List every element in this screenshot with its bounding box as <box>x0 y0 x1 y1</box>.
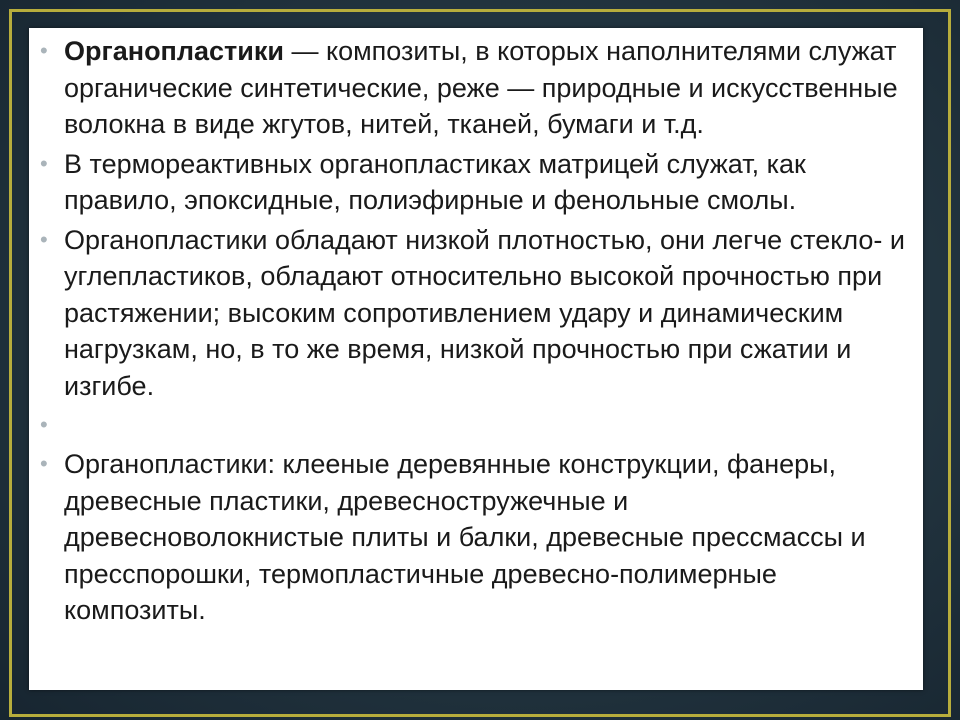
content-panel <box>29 28 923 690</box>
bullet-text: Органопластики обладают низкой плотностью, они легче стекло- и углепластиков, обладают относительно высокой прочностью при растяжении; высоким сопротивлением удару и динамическим нагрузкам, но, в то же время, низкой прочностью при сжатии и изгибе. <box>64 224 906 401</box>
bullet-item <box>29 28 923 143</box>
bullet-dot-icon: • <box>40 38 48 63</box>
bullet-dot-icon: • <box>40 150 48 176</box>
bullet-text: В термореактивных органопластиках матрицей служат, как правило, эпоксидные, полиэфирные и фенольные смолы. <box>64 148 806 215</box>
bullet-list <box>29 28 923 632</box>
bullet-dot-icon: • <box>40 451 48 476</box>
bullet-text: — композиты, в которых наполнителями служат органические синтетические, реже — природные и искусственные волокна в виде жгутов, нитей, тканей, бумаги и т.д. <box>64 36 898 139</box>
bullet-item <box>29 146 923 219</box>
bullet-dot-icon: • <box>40 226 48 252</box>
bullet-item-empty <box>29 407 923 443</box>
bullet-text: Органопластики: клееные деревянные конструкции, фанеры, древесные пластики, древесностружечные и древесноволокнистые плиты и балки, древесные прессмассы и пресспорошки, термопластичные древесно-полимерные композиты. <box>64 449 866 625</box>
bullet-term: Органопластики <box>64 36 284 66</box>
bullet-item <box>29 446 923 629</box>
bullet-dot-icon: • <box>40 412 48 437</box>
bullet-item <box>29 222 923 405</box>
